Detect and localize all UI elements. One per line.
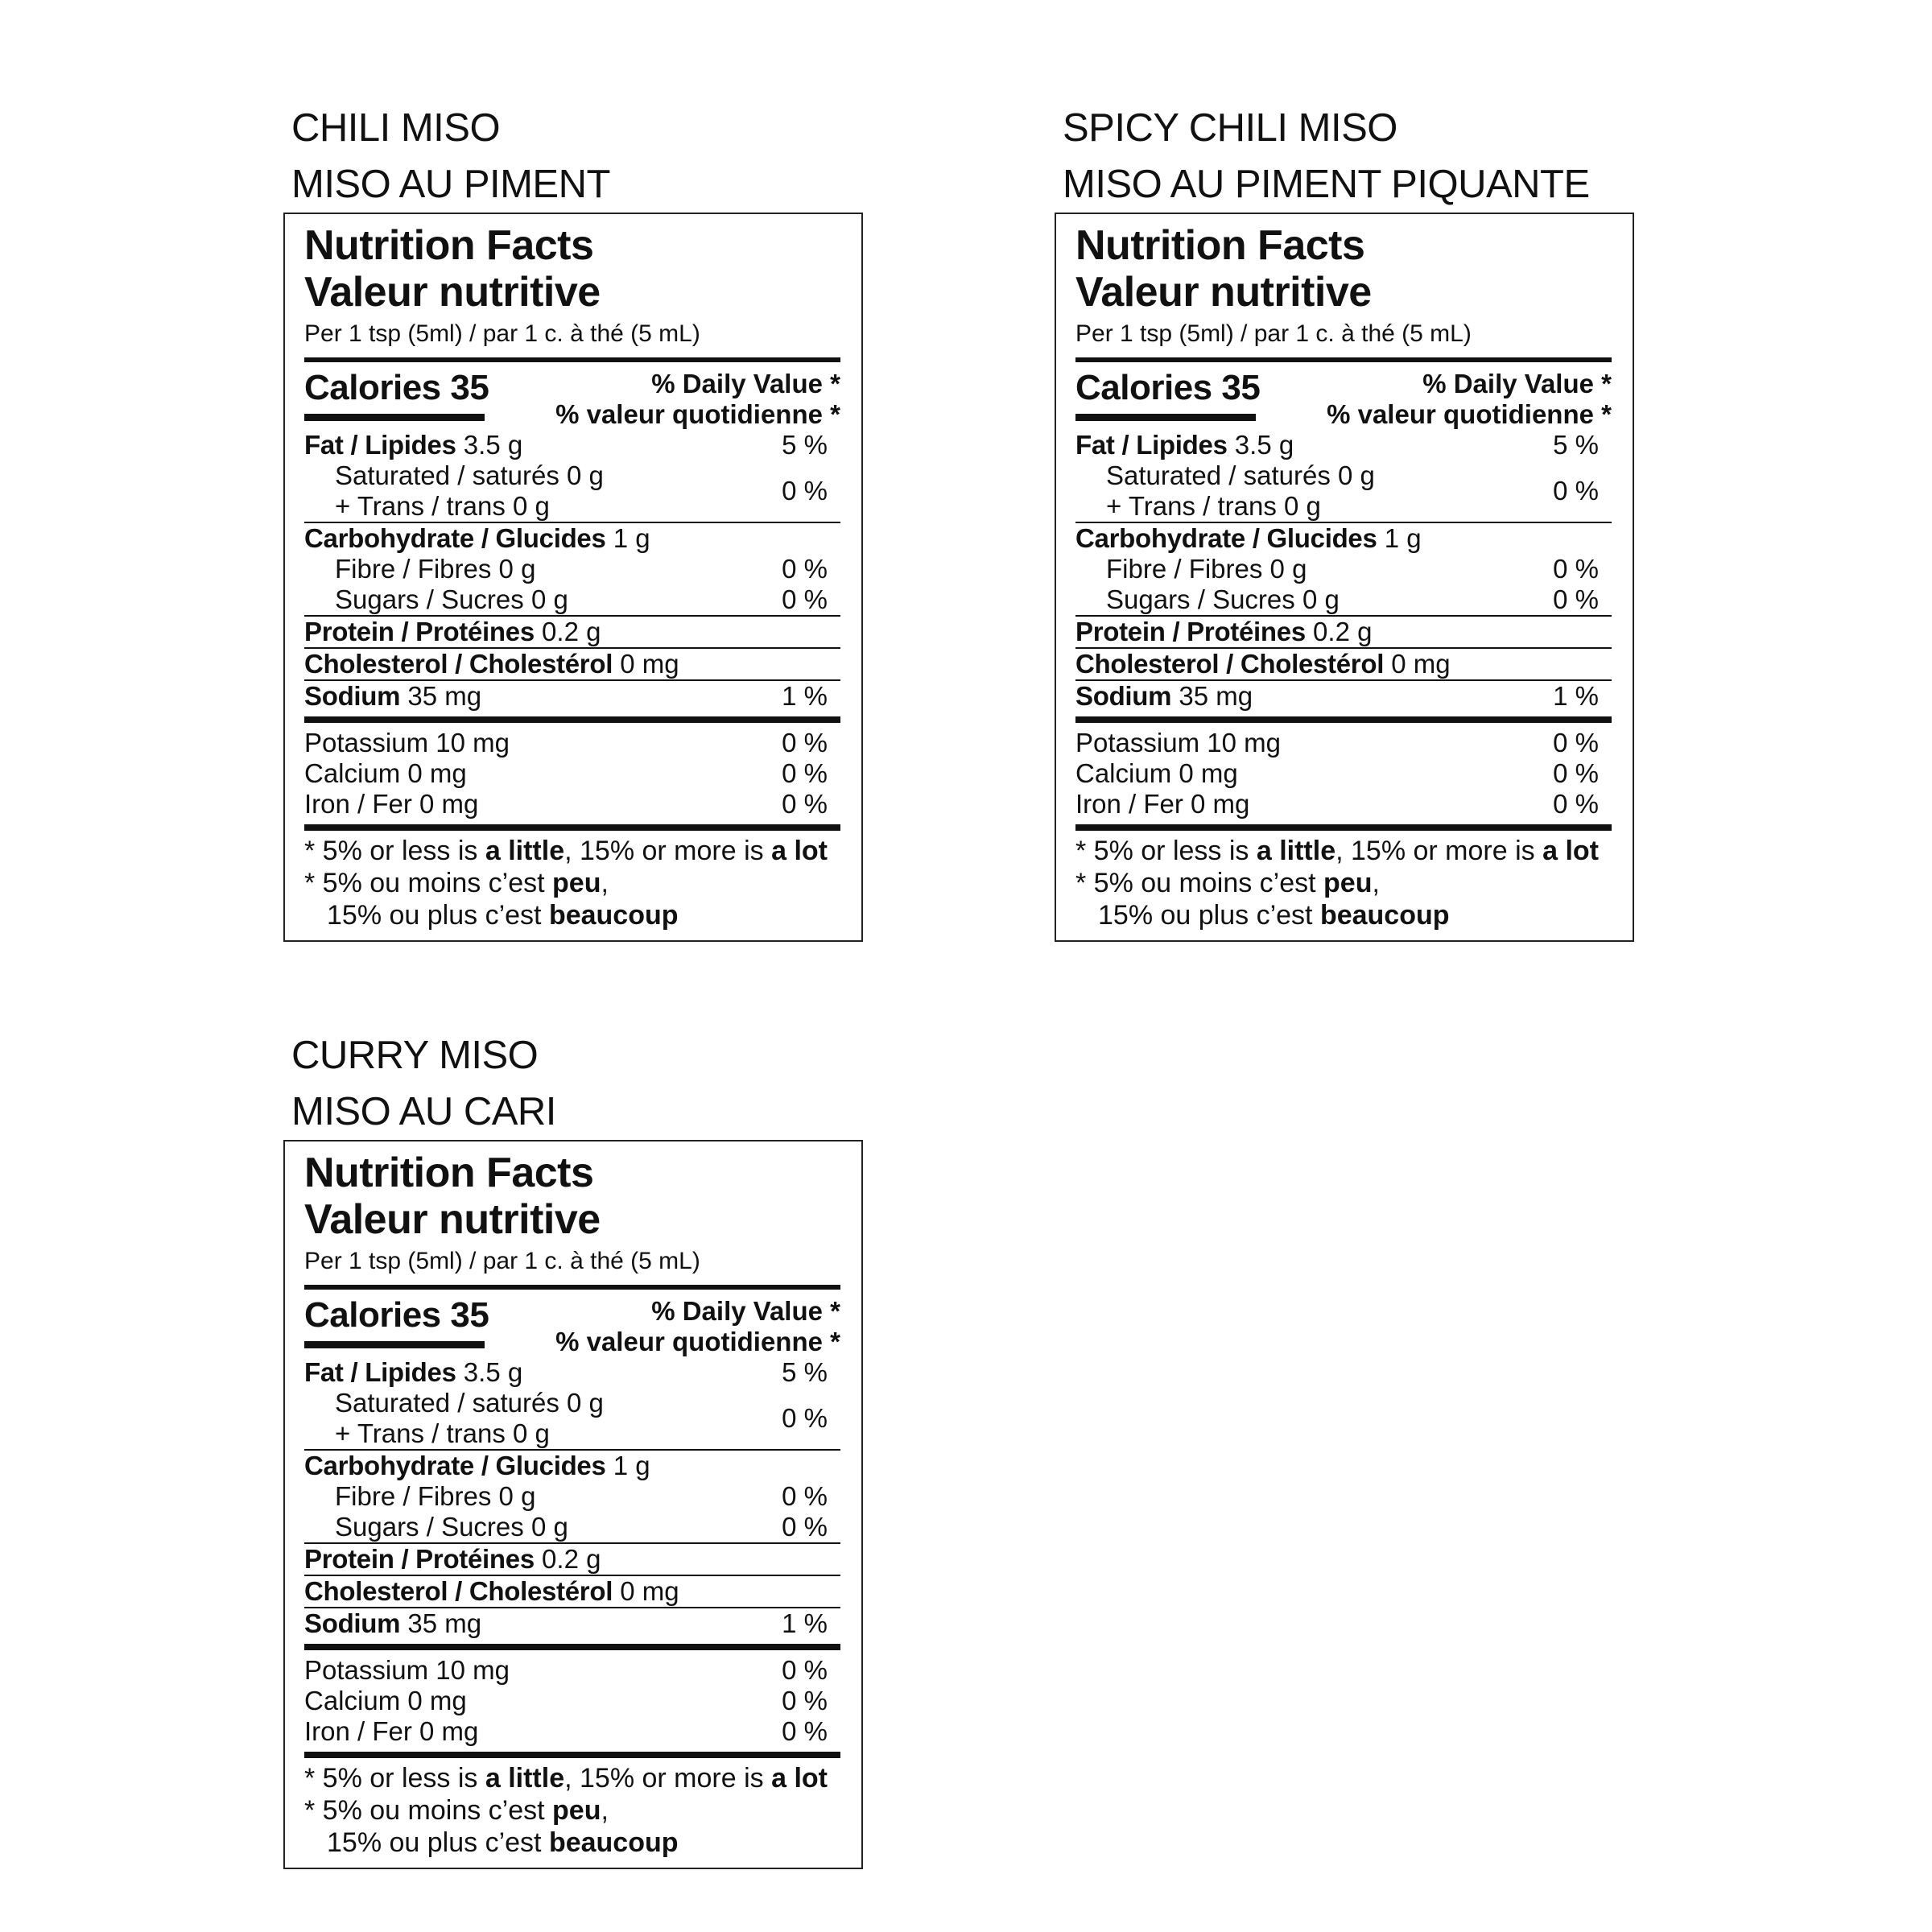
saturated-trans-pct: 0 %	[1553, 476, 1599, 506]
iron-pct: 0 %	[782, 789, 828, 819]
iron-pct: 0 %	[1553, 789, 1599, 819]
cholesterol-label: Cholesterol / Cholestérol	[304, 1576, 613, 1606]
protein-amount: 0.2 g	[542, 617, 601, 646]
sugars: Sugars / Sucres 0 g	[1106, 584, 1340, 614]
fibre-pct: 0 %	[782, 1481, 828, 1511]
potassium: Potassium 10 mg	[304, 728, 510, 758]
daily-value-fr: % valeur quotidienne *	[1327, 399, 1612, 429]
fat-pct: 5 %	[782, 1357, 828, 1387]
footnote-en-lot: a lot	[771, 1763, 828, 1794]
calcium-pct: 0 %	[782, 1686, 828, 1715]
footnote-fr2-text: 15% ou plus c’est	[327, 900, 549, 931]
carbohydrate-label: Carbohydrate / Glucides	[304, 523, 606, 553]
iron: Iron / Fer 0 mg	[1075, 789, 1250, 819]
protein-amount: 0.2 g	[1313, 617, 1373, 646]
protein-row	[1075, 615, 1612, 647]
protein-label: Protein / Protéines	[1075, 617, 1306, 646]
protein-label: Protein / Protéines	[304, 1544, 535, 1574]
label-heading-en: Nutrition Facts	[1075, 222, 1365, 269]
calories: Calories 35	[304, 368, 489, 407]
label-heading-fr: Valeur nutritive	[1075, 269, 1372, 316]
product-title	[1063, 100, 1634, 213]
calories-row	[304, 1290, 840, 1357]
trans: + Trans / trans 0 g	[335, 1418, 550, 1448]
iron: Iron / Fer 0 mg	[304, 1716, 479, 1746]
footnote-fr-peu: peu	[552, 868, 601, 898]
fat-pct: 5 %	[1553, 430, 1599, 460]
daily-value-fr: % valeur quotidienne *	[555, 399, 840, 429]
nutrition-facts-label	[283, 213, 863, 942]
fibre: Fibre / Fibres 0 g	[335, 554, 536, 584]
sugars-pct: 0 %	[1553, 584, 1599, 614]
product-title-fr: MISO AU CARI	[291, 1090, 556, 1133]
cholesterol-row	[304, 647, 840, 679]
daily-value-en: % Daily Value *	[651, 1296, 840, 1326]
potassium-pct: 0 %	[782, 1655, 828, 1685]
carbohydrate-amount: 1 g	[613, 523, 650, 553]
iron: Iron / Fer 0 mg	[304, 789, 479, 819]
calcium-row	[304, 758, 840, 789]
sugars: Sugars / Sucres 0 g	[335, 1512, 568, 1542]
serving-size: Per 1 tsp (5ml) / par 1 c. à thé (5 mL)	[1075, 316, 1612, 362]
calories-underline	[304, 414, 485, 421]
label-heading-en: Nutrition Facts	[304, 1150, 594, 1196]
fat-row	[304, 430, 840, 460]
calcium: Calcium 0 mg	[304, 758, 467, 788]
daily-value-en: % Daily Value *	[1422, 369, 1612, 398]
cholesterol-amount: 0 mg	[620, 649, 679, 679]
saturated-trans-pct: 0 %	[782, 476, 828, 506]
protein-amount: 0.2 g	[542, 1544, 601, 1574]
saturated-trans-row	[304, 460, 840, 522]
potassium-row	[1075, 716, 1612, 758]
sodium-pct: 1 %	[1553, 681, 1599, 711]
fibre-pct: 0 %	[782, 554, 828, 584]
fat-amount: 3.5 g	[1234, 430, 1294, 460]
saturated-trans-row	[304, 1388, 840, 1449]
carbohydrate-amount: 1 g	[613, 1451, 650, 1480]
potassium-row	[304, 716, 840, 758]
footnote-en-text2: , 15% or more is	[564, 1763, 772, 1794]
footnote-en	[1075, 824, 1612, 868]
nutrition-facts-label	[283, 1140, 863, 1869]
sugars-row	[304, 584, 840, 615]
fibre-row	[1075, 554, 1612, 584]
product-title-en: CHILI MISO	[291, 106, 501, 150]
saturated: Saturated / saturés 0 g	[1106, 460, 1375, 490]
footnote-fr-comma: ,	[1372, 868, 1380, 898]
footnote-fr-peu: peu	[1323, 868, 1373, 898]
cholesterol-amount: 0 mg	[1391, 649, 1451, 679]
footnote-en-text: * 5% or less is	[1075, 836, 1257, 866]
potassium: Potassium 10 mg	[1075, 728, 1281, 758]
footnote-en-little: a little	[1256, 836, 1336, 866]
daily-value-en: % Daily Value *	[651, 369, 840, 398]
protein-row	[304, 1542, 840, 1575]
trans: + Trans / trans 0 g	[335, 491, 550, 521]
sugars-pct: 0 %	[782, 1512, 828, 1542]
sugars-row	[1075, 584, 1612, 615]
serving-size: Per 1 tsp (5ml) / par 1 c. à thé (5 mL)	[304, 1243, 840, 1290]
footnote-fr	[304, 1795, 840, 1827]
sodium-row	[304, 679, 840, 712]
serving-size: Per 1 tsp (5ml) / par 1 c. à thé (5 mL)	[304, 316, 840, 362]
fat-amount: 3.5 g	[463, 1357, 523, 1387]
nutrition-facts-label	[1055, 213, 1634, 942]
daily-value-header	[555, 1294, 840, 1357]
footnote-en-text: * 5% or less is	[304, 836, 485, 866]
fibre-pct: 0 %	[1553, 554, 1599, 584]
footnote-en-lot: a lot	[771, 836, 828, 866]
footnote-en-lot: a lot	[1542, 836, 1599, 866]
footnote-en-little: a little	[485, 836, 565, 866]
daily-value-fr: % valeur quotidienne *	[555, 1327, 840, 1356]
sodium-label: Sodium	[1075, 681, 1172, 711]
footnote-fr-comma: ,	[601, 1795, 609, 1826]
cholesterol-amount: 0 mg	[620, 1576, 679, 1606]
saturated-trans-row	[1075, 460, 1612, 522]
footnote-en-text2: , 15% or more is	[564, 836, 772, 866]
footnote-fr	[1075, 868, 1612, 900]
sodium-amount: 35 mg	[407, 1608, 482, 1638]
product-panel	[1055, 100, 1634, 942]
cholesterol-row	[304, 1575, 840, 1607]
protein-label: Protein / Protéines	[304, 617, 535, 646]
potassium-pct: 0 %	[1553, 728, 1599, 758]
footnote-fr-peu: peu	[552, 1795, 601, 1826]
product-panel	[283, 100, 863, 942]
fibre-row	[304, 1481, 840, 1512]
cholesterol-row	[1075, 647, 1612, 679]
calories-row	[304, 362, 840, 430]
product-title-en: CURRY MISO	[291, 1034, 539, 1077]
footnote-fr-2	[304, 900, 840, 932]
fat-label: Fat / Lipides	[304, 1357, 456, 1387]
calcium: Calcium 0 mg	[1075, 758, 1238, 788]
iron-row	[304, 789, 840, 819]
carbohydrate-row	[304, 1449, 840, 1481]
footnote-fr	[304, 868, 840, 900]
calcium-row	[1075, 758, 1612, 789]
saturated-trans-pct: 0 %	[782, 1403, 828, 1433]
label-heading-fr: Valeur nutritive	[304, 269, 601, 316]
saturated: Saturated / saturés 0 g	[335, 1388, 604, 1418]
fibre: Fibre / Fibres 0 g	[1106, 554, 1307, 584]
carbohydrate-row	[304, 522, 840, 554]
fibre-row	[304, 554, 840, 584]
calcium-row	[304, 1686, 840, 1716]
carbohydrate-amount: 1 g	[1384, 523, 1422, 553]
sodium-label: Sodium	[304, 681, 401, 711]
calcium-pct: 0 %	[782, 758, 828, 788]
product-title-fr: MISO AU PIMENT	[291, 163, 610, 206]
daily-value-header	[555, 367, 840, 430]
fibre: Fibre / Fibres 0 g	[335, 1481, 536, 1511]
label-heading-fr: Valeur nutritive	[304, 1196, 601, 1243]
potassium-row	[304, 1644, 840, 1686]
sodium-pct: 1 %	[782, 1608, 828, 1638]
sodium-label: Sodium	[304, 1608, 401, 1638]
footnote-fr-text: * 5% ou moins c’est	[304, 868, 553, 898]
sodium-pct: 1 %	[782, 681, 828, 711]
footnote-fr-text: * 5% ou moins c’est	[1075, 868, 1324, 898]
cholesterol-label: Cholesterol / Cholestérol	[304, 649, 613, 679]
potassium: Potassium 10 mg	[304, 1655, 510, 1685]
sodium-row	[1075, 679, 1612, 712]
fat-label: Fat / Lipides	[304, 430, 456, 460]
footnote-en-text: * 5% or less is	[304, 1763, 485, 1794]
calories: Calories 35	[1075, 368, 1261, 407]
carbohydrate-label: Carbohydrate / Glucides	[304, 1451, 606, 1480]
sugars-pct: 0 %	[782, 584, 828, 614]
footnote-en-little: a little	[485, 1763, 565, 1794]
sodium-row	[304, 1607, 840, 1639]
saturated: Saturated / saturés 0 g	[335, 460, 604, 490]
calcium: Calcium 0 mg	[304, 1686, 467, 1715]
sodium-amount: 35 mg	[407, 681, 482, 711]
calories: Calories 35	[304, 1295, 489, 1335]
protein-row	[304, 615, 840, 647]
sugars-row	[304, 1512, 840, 1542]
footnote-fr2-beaucoup: beaucoup	[1319, 900, 1450, 931]
fat-row	[1075, 430, 1612, 460]
carbohydrate-row	[1075, 522, 1612, 554]
footnote-en-text2: , 15% or more is	[1335, 836, 1543, 866]
product-title-fr: MISO AU PIMENT PIQUANTE	[1063, 163, 1590, 206]
footnote-fr-comma: ,	[601, 868, 609, 898]
footnote-fr-2	[304, 1827, 840, 1860]
footnote-fr2-beaucoup: beaucoup	[548, 900, 679, 931]
iron-row	[304, 1716, 840, 1747]
footnote-en	[304, 1752, 840, 1795]
fat-amount: 3.5 g	[463, 430, 523, 460]
potassium-pct: 0 %	[782, 728, 828, 758]
footnote-fr2-text: 15% ou plus c’est	[327, 1827, 549, 1858]
footnote-fr2-beaucoup: beaucoup	[548, 1827, 679, 1858]
iron-pct: 0 %	[782, 1716, 828, 1746]
calories-underline	[304, 1341, 485, 1348]
sodium-amount: 35 mg	[1179, 681, 1253, 711]
cholesterol-label: Cholesterol / Cholestérol	[1075, 649, 1385, 679]
label-heading-en: Nutrition Facts	[304, 222, 594, 269]
product-title	[291, 100, 863, 213]
product-panel	[283, 1027, 863, 1869]
daily-value-header	[1327, 367, 1612, 430]
calcium-pct: 0 %	[1553, 758, 1599, 788]
iron-row	[1075, 789, 1612, 819]
footnote-fr-2	[1075, 900, 1612, 932]
fat-pct: 5 %	[782, 430, 828, 460]
carbohydrate-label: Carbohydrate / Glucides	[1075, 523, 1377, 553]
calories-row	[1075, 362, 1612, 430]
footnote-fr-text: * 5% ou moins c’est	[304, 1795, 553, 1826]
footnote-en	[304, 824, 840, 868]
product-title	[291, 1027, 863, 1140]
trans: + Trans / trans 0 g	[1106, 491, 1321, 521]
product-title-en: SPICY CHILI MISO	[1063, 106, 1397, 150]
calories-underline	[1075, 414, 1256, 421]
fat-row	[304, 1357, 840, 1388]
footnote-fr2-text: 15% ou plus c’est	[1098, 900, 1320, 931]
sugars: Sugars / Sucres 0 g	[335, 584, 568, 614]
fat-label: Fat / Lipides	[1075, 430, 1228, 460]
